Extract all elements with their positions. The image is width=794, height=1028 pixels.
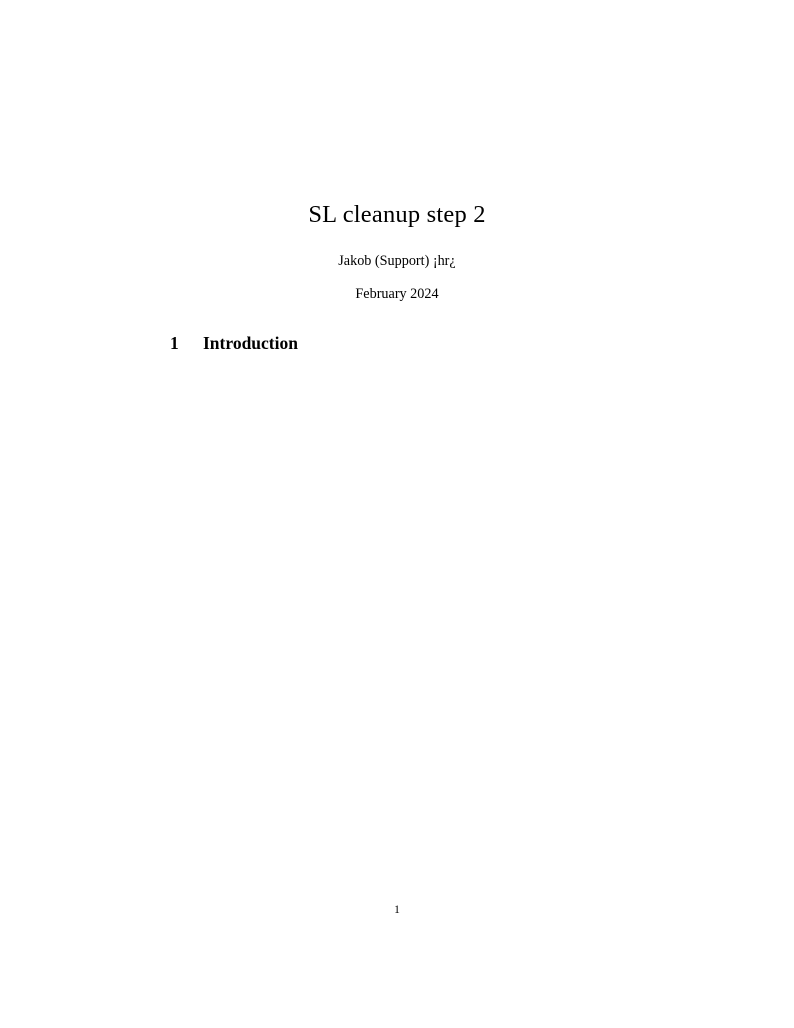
page-number: 1 (394, 904, 400, 916)
document-title: SL cleanup step 2 (308, 201, 486, 228)
section-number: 1 (170, 333, 179, 353)
document-author: Jakob (Support) ¡hr¿ (338, 253, 456, 270)
title-block (0, 200, 794, 303)
section-heading-introduction (170, 333, 298, 354)
section-title: Introduction (203, 333, 298, 353)
document-date: February 2024 (355, 286, 439, 303)
